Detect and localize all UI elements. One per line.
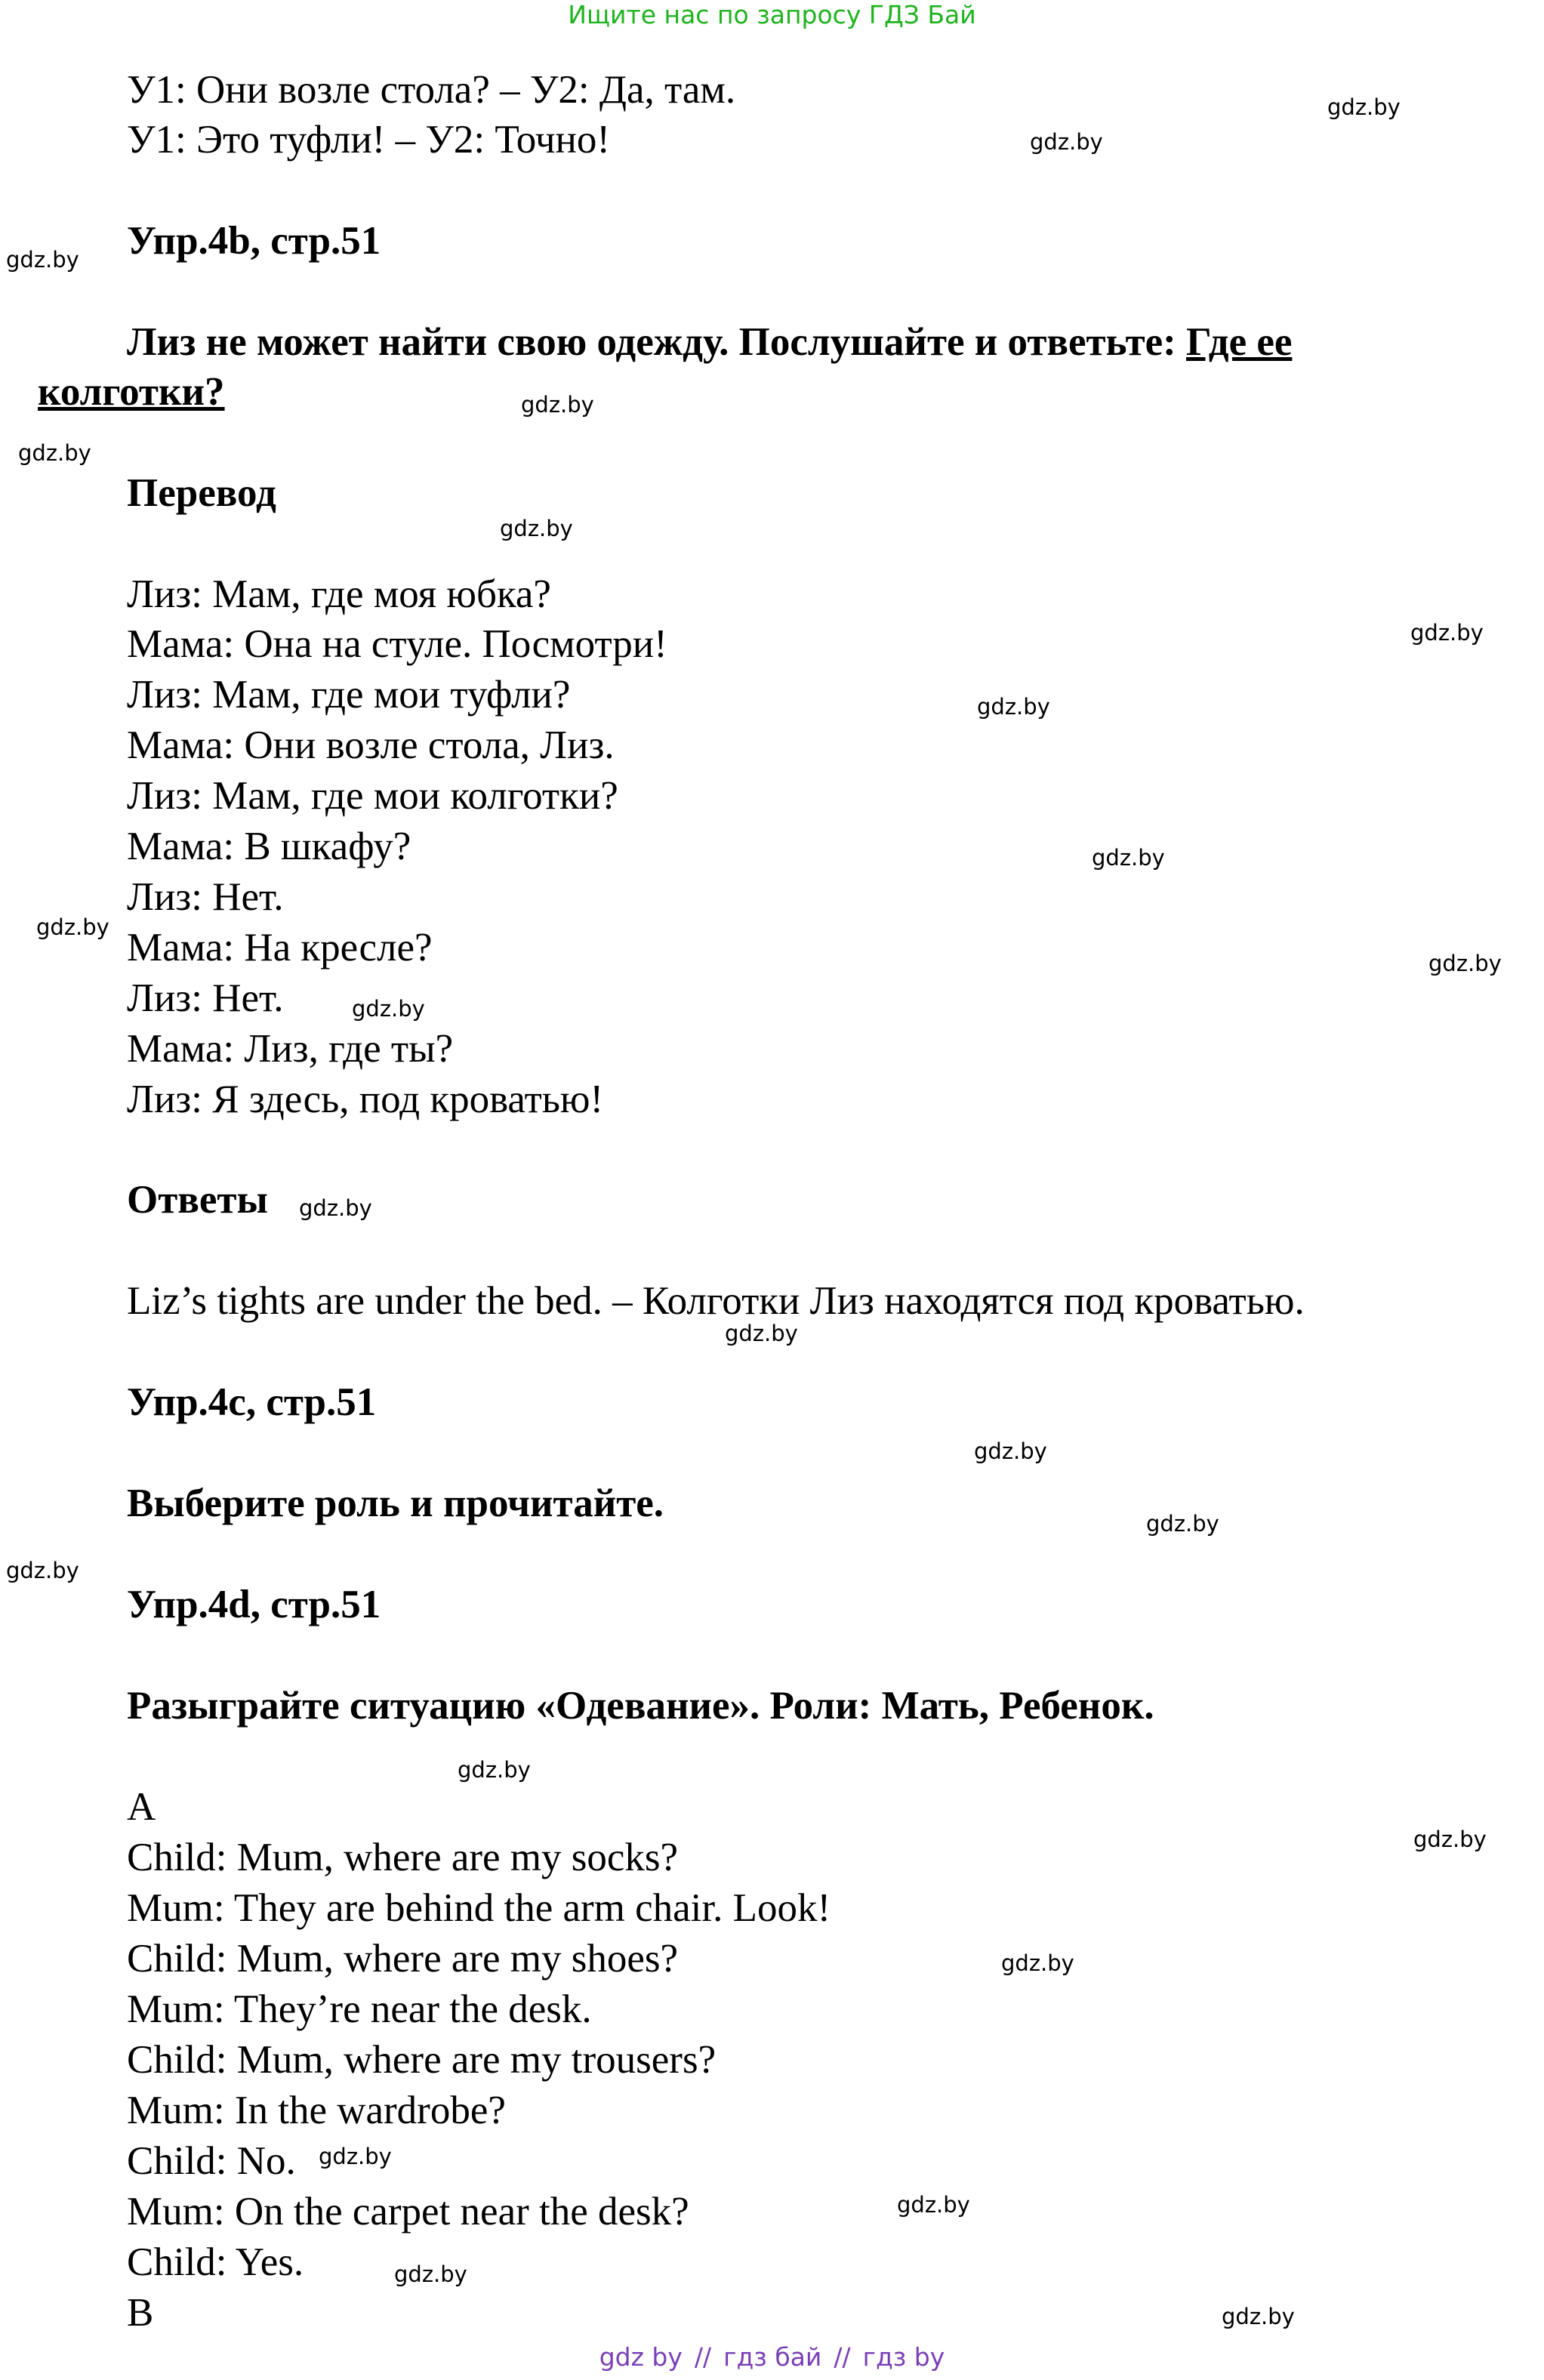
answer-text: Liz’s tights are under the bed. – Колготки Лиз находятся под кроватью. bbox=[127, 1279, 1305, 1323]
dialogue-line: Child: Yes. bbox=[127, 2240, 304, 2284]
watermark: gdz.by bbox=[1222, 2304, 1295, 2329]
footer-separator: // bbox=[694, 2342, 712, 2372]
exercise-4d-heading: Упр.4d, стр.51 bbox=[127, 1583, 381, 1626]
watermark: gdz.by bbox=[1030, 129, 1103, 155]
watermark: gdz.by bbox=[1001, 1950, 1074, 1976]
watermark: gdz.by bbox=[299, 1195, 372, 1221]
translation-line: Лиз: Нет. bbox=[127, 976, 284, 1020]
footer-separator: // bbox=[834, 2342, 851, 2372]
translation-line: Мама: На кресле? bbox=[127, 926, 433, 970]
translation-line: Мама: В шкафу? bbox=[127, 825, 411, 868]
watermark: gdz.by bbox=[1092, 845, 1165, 871]
translation-line: Мама: Они возле стола, Лиз. bbox=[127, 723, 615, 767]
watermark: gdz.by bbox=[6, 247, 79, 273]
top-banner: Ищите нас по запросу ГДЗ Бай bbox=[568, 0, 976, 29]
translation-line: Лиз: Мам, где моя юбка? bbox=[127, 572, 551, 616]
footer-text: гдз by bbox=[862, 2342, 945, 2372]
translation-line: Мама: Она на стуле. Посмотри! bbox=[127, 622, 667, 666]
bottom-footer bbox=[0, 2341, 1544, 2374]
exercise-4d-task: Разыграйте ситуацию «Одевание». Роли: Мать, Ребенок. bbox=[127, 1684, 1154, 1728]
watermark: gdz.by bbox=[725, 1321, 798, 1346]
watermark: gdz.by bbox=[1428, 951, 1502, 976]
watermark: gdz.by bbox=[352, 996, 425, 1022]
watermark: gdz.by bbox=[36, 914, 109, 940]
dialogue-line: Mum: In the wardrobe? bbox=[127, 2089, 506, 2132]
watermark: gdz.by bbox=[18, 440, 91, 466]
dialogue-line: Child: No. bbox=[127, 2139, 296, 2183]
translation-line: Лиз: Нет. bbox=[127, 875, 284, 919]
translation-heading: Перевод bbox=[127, 471, 276, 515]
watermark: gdz.by bbox=[974, 1438, 1047, 1464]
watermark: gdz.by bbox=[977, 694, 1050, 720]
dialogue-a-label: A bbox=[127, 1785, 156, 1829]
answers-heading: Ответы bbox=[127, 1178, 268, 1222]
intro-line: У1: Они возле стола? – У2: Да, там. bbox=[127, 68, 736, 112]
task-question-underlined: Где ее bbox=[1186, 320, 1293, 364]
exercise-4c-heading: Упр.4c, стр.51 bbox=[127, 1380, 377, 1424]
dialogue-line: Child: Mum, where are my socks? bbox=[127, 1836, 679, 1879]
footer-text: гдз бай bbox=[723, 2342, 822, 2372]
watermark: gdz.by bbox=[521, 392, 594, 418]
dialogue-line: Child: Mum, where are my trousers? bbox=[127, 2038, 717, 2082]
dialogue-line: Mum: They’re near the desk. bbox=[127, 1987, 592, 2031]
watermark: gdz.by bbox=[394, 2261, 467, 2287]
watermark: gdz.by bbox=[1146, 1511, 1219, 1537]
watermark: gdz.by bbox=[1413, 1827, 1487, 1852]
exercise-4c-task: Выберите роль и прочитайте. bbox=[127, 1481, 664, 1525]
task-text: Лиз не может найти свою одежду. Послушайте и ответьте: bbox=[127, 320, 1176, 364]
translation-line: Мама: Лиз, где ты? bbox=[127, 1027, 454, 1071]
translation-line: Лиз: Мам, где мои колготки? bbox=[127, 774, 618, 818]
translation-line: Лиз: Я здесь, под кроватью! bbox=[127, 1077, 604, 1121]
dialogue-line: Child: Mum, where are my shoes? bbox=[127, 1937, 679, 1981]
watermark: gdz.by bbox=[1410, 620, 1484, 646]
exercise-4b-heading: Упр.4b, стр.51 bbox=[127, 219, 381, 263]
watermark: gdz.by bbox=[1327, 94, 1401, 120]
translation-line: Лиз: Мам, где мои туфли? bbox=[127, 673, 571, 717]
footer-text: gdz by bbox=[599, 2342, 683, 2372]
task-question-underlined-cont: колготки? bbox=[38, 370, 225, 414]
dialogue-b-label: B bbox=[127, 2291, 154, 2335]
exercise-4b-task bbox=[38, 317, 1509, 417]
dialogue-line: Mum: They are behind the arm chair. Look! bbox=[127, 1886, 831, 1930]
watermark: gdz.by bbox=[500, 516, 573, 541]
watermark: gdz.by bbox=[897, 2192, 970, 2218]
watermark: gdz.by bbox=[319, 2144, 392, 2169]
intro-line: У1: Это туфли! – У2: Точно! bbox=[127, 118, 611, 162]
watermark: gdz.by bbox=[6, 1558, 79, 1583]
watermark: gdz.by bbox=[458, 1757, 531, 1783]
dialogue-line: Mum: On the carpet near the desk? bbox=[127, 2190, 689, 2234]
